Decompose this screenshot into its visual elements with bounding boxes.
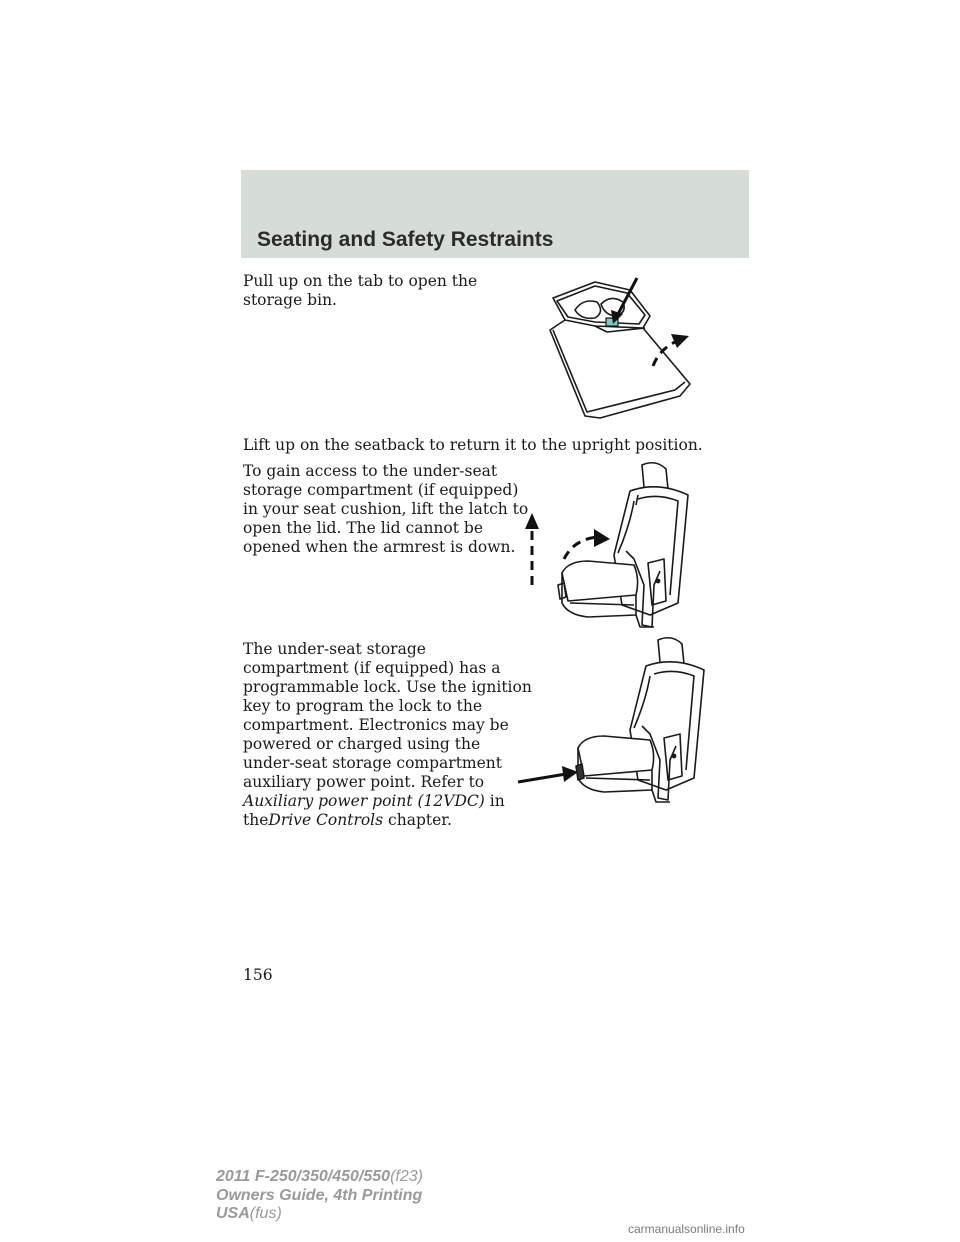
text-fragment: in [489,792,505,810]
footer-model: 2011 F-250/350/450/550 [216,1168,391,1185]
text-line: The under-seat storage [243,640,426,658]
section-header-band [241,170,749,258]
footer-line [216,1205,423,1224]
text-line: under-seat storage compartment [243,754,503,772]
text-line: storage compartment (if equipped) [243,481,519,499]
text-line: compartment (if equipped) has a [243,659,501,677]
seat-lift-latch-illustration [518,455,708,635]
text-line-with-reference [243,792,532,811]
text-fragment: the [243,811,269,829]
text-line-with-reference [243,811,532,830]
footer-model-code: (f23) [390,1168,423,1185]
text-line: compartment. Electronics may be [243,716,509,734]
paragraph-under-seat-access [243,462,528,557]
footer-market: USA [216,1205,250,1222]
paragraph-programmable-lock [243,640,532,830]
cross-reference-drive-controls: Drive Controls [268,811,384,829]
text-line: Pull up on the tab to open the [243,272,478,290]
text-line: opened when the armrest is down. [243,538,516,556]
text-line: open the lid. The lid cannot be [243,519,483,537]
footer-line [216,1168,423,1187]
armrest-storage-bin-illustration [535,268,715,428]
text-line: in your seat cushion, lift the latch to [243,500,529,518]
text-line: programmable lock. Use the ignition [243,678,532,696]
text-line: powered or charged using the [243,735,481,753]
under-seat-power-point-illustration [512,632,722,812]
watermark: carmanualsonline.info [628,1222,745,1236]
footer-line: Owners Guide, 4th Printing [216,1186,423,1204]
cross-reference-power-point: Auxiliary power point (12VDC) [243,792,485,810]
paragraph-seatback [243,436,703,455]
text-line: storage bin. [243,291,337,309]
text-line: auxiliary power point. Refer to [243,773,485,791]
document-footer [216,1168,423,1224]
text-line: Lift up on the seatback to return it to the upright position. [243,436,703,454]
page-number: 156 [243,966,273,984]
footer-market-code: (fus) [249,1205,282,1222]
section-title: Seating and Safety Restraints [257,228,554,251]
text-line: To gain access to the under-seat [243,462,498,480]
text-fragment: chapter. [388,811,452,829]
text-line: key to program the lock to the [243,697,483,715]
paragraph-open-bin [243,272,477,310]
